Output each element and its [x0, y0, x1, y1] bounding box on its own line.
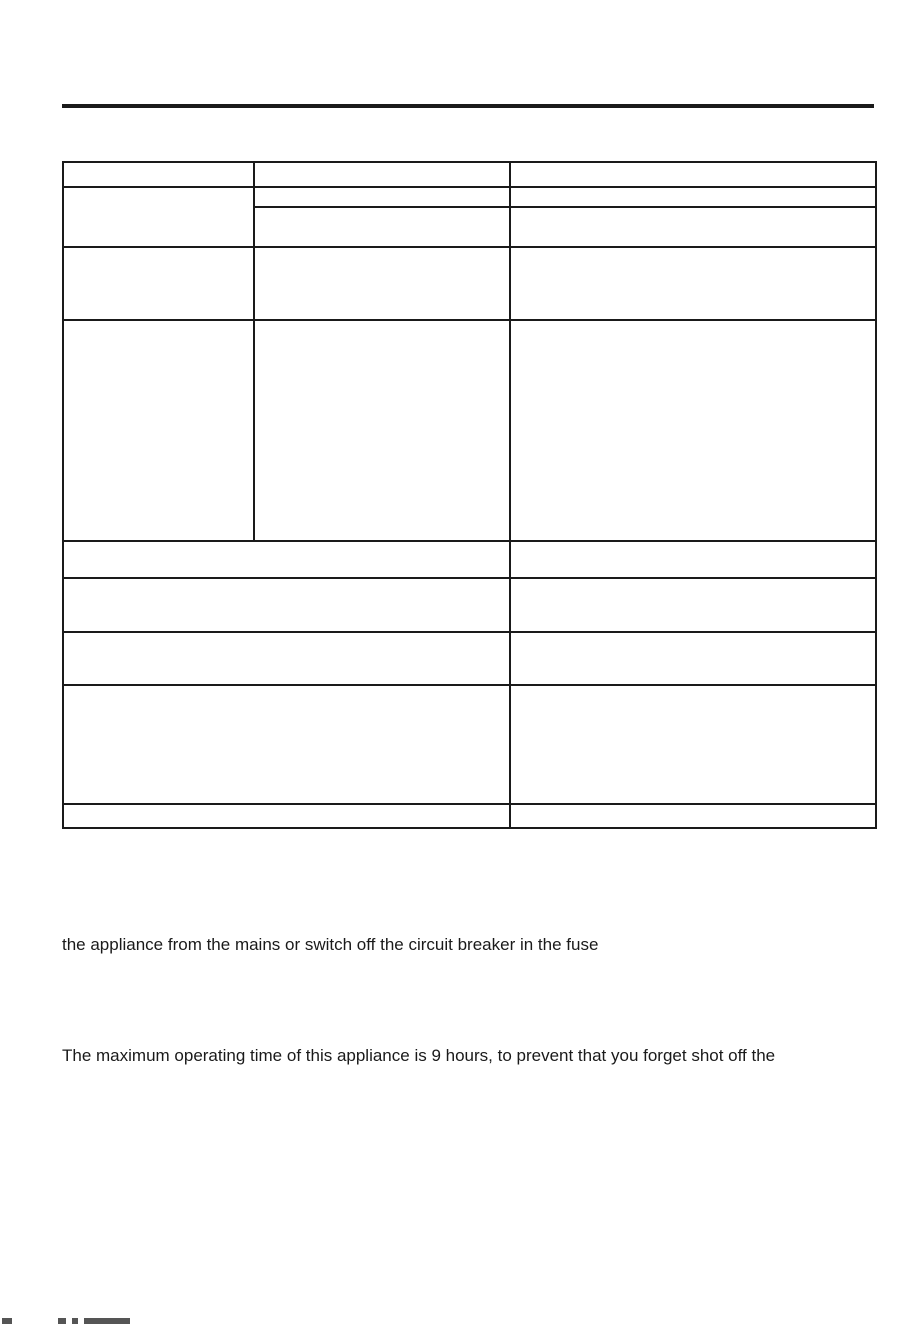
table-cell	[63, 247, 254, 320]
table-cell	[63, 685, 510, 804]
table-cell	[63, 632, 510, 685]
table-row	[63, 804, 876, 828]
table-cell	[510, 162, 876, 187]
table-cell	[254, 207, 510, 247]
table-row	[63, 685, 876, 804]
table-cell	[510, 578, 876, 632]
table-cell	[254, 187, 510, 207]
table-cell	[63, 162, 254, 187]
table-cell	[510, 541, 876, 578]
table-cell	[510, 320, 876, 541]
table-cell	[63, 187, 254, 247]
paragraph-max-operating-time: The maximum operating time of this appliance is 9 hours, to prevent that you forget shot off the	[62, 1046, 776, 1065]
table-cell	[63, 804, 510, 828]
table-row	[63, 187, 876, 207]
table-cell	[63, 320, 254, 541]
specification-table	[62, 161, 875, 827]
cropped-footer-text	[0, 1314, 140, 1324]
table-row	[63, 578, 876, 632]
table-cell	[510, 207, 876, 247]
table-cell	[63, 541, 510, 578]
table-cell	[510, 187, 876, 207]
table-cell	[63, 578, 510, 632]
table-row	[63, 320, 876, 541]
table-cell	[254, 162, 510, 187]
table-row	[63, 247, 876, 320]
table-cell	[254, 320, 510, 541]
header-rule	[62, 104, 874, 108]
table-cell	[510, 685, 876, 804]
table-cell	[510, 632, 876, 685]
table-row	[63, 162, 876, 187]
table-cell	[254, 247, 510, 320]
paragraph-mains-disconnect: the appliance from the mains or switch off the circuit breaker in the fuse	[62, 935, 599, 954]
table-cell	[510, 804, 876, 828]
table-cell	[510, 247, 876, 320]
table-row	[63, 632, 876, 685]
table-row	[63, 541, 876, 578]
